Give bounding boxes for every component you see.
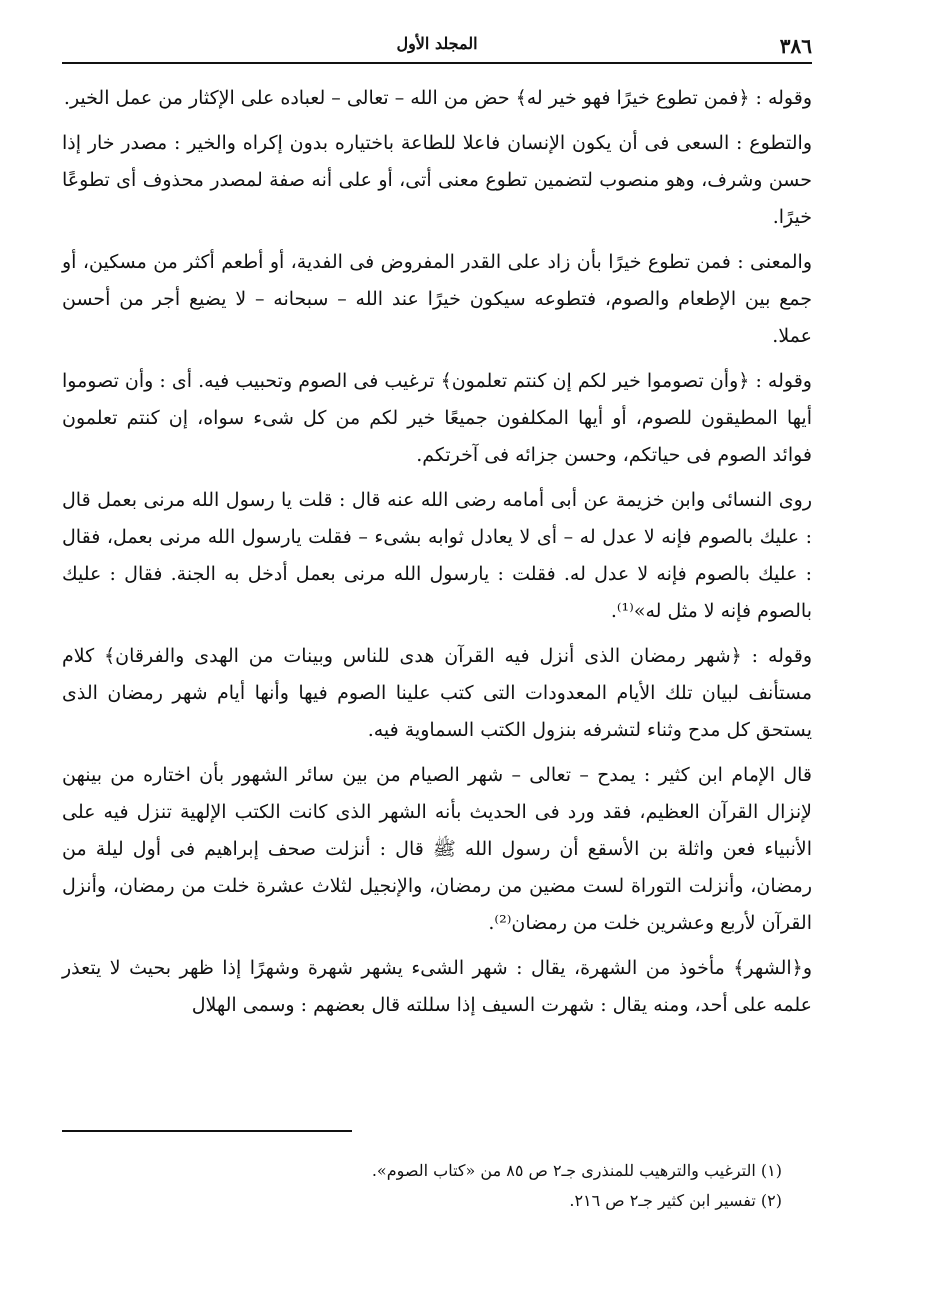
- footnote: (١) الترغيب والترهيب للمنذرى جـ٢ ص ٨٥ من «كتاب الصوم».: [371, 1161, 782, 1180]
- paragraph: وقوله : ﴿وأن تصوموا خير لكم إن كنتم تعلمون﴾ ترغيب فى الصوم وتحبيب فيه. أى : وأن تصوموا أيها المطيقون للصوم، أو أيها المكلفون جميعًا خير لكم من كل شىء سواه، إن كنتم تعلمون فوائد الصوم فى حياتكم، وحسن جزائه فى آخرتكم.: [62, 370, 812, 466]
- paragraph: والمعنى : فمن تطوع خيرًا بأن زاد على القدر المفروض فى الفدية، أو أطعم أكثر من مسكين، أو جمع بين الإطعام والصوم، فتطوعه سيكون خيرًا عند الله – سبحانه – لا يضيع أجر من أحسن عملا.: [62, 251, 812, 347]
- footnote: (٢) تفسير ابن كثير جـ٢ ص ٢١٦.: [569, 1191, 782, 1210]
- book-page: [62, 28, 812, 1288]
- running-title: المجلد الأول: [396, 34, 478, 53]
- paragraph: وقوله : ﴿فمن تطوع خيرًا فهو خير له﴾ حض من الله – تعالى – لعباده على الإكثار من عمل الخير.: [63, 87, 812, 109]
- paragraph: و﴿الشهر﴾ مأخوذ من الشهرة، يقال : شهر الشىء يشهر شهرة وشهرًا إذا ظهر بحيث لا يتعذر علمه على أحد، ومنه يقال : شهرت السيف إذا سللته قال بعضهم : وسمى الهلال: [62, 957, 812, 1016]
- paragraph: وقوله : ﴿شهر رمضان الذى أنزل فيه القرآن هدى للناس وبينات من الهدى والفرقان﴾ كلام مستأنف لبيان تلك الأيام المعدودات التى كتب علينا الصوم فيها وأنها أيام شهر رمضان الذى يستحق كل مدح وثناء لتشرفه بنزول الكتب السماوية فيه.: [62, 645, 812, 741]
- page-header: [62, 28, 812, 64]
- paragraph: روى النسائى وابن خزيمة عن أبى أمامه رضى الله عنه قال : قلت يا رسول الله مرنى بعمل قال : عليك بالصوم فإنه لا عدل له – أى لا يعادل ثوابه بشىء – فقلت يارسول الله مرنى بعمل، فقال : عليك بالصوم فإنه لا عدل له. فقلت : يارسول الله مرنى بعمل أدخل به الجنة. فقال : عليك بالصوم فإنه لا مثل له»⁽¹⁾.: [62, 489, 812, 622]
- page-number: ٣٨٦: [779, 34, 812, 58]
- footnotes: [62, 1156, 782, 1216]
- paragraph: قال الإمام ابن كثير : يمدح – تعالى – شهر الصيام من بين سائر الشهور بأن اختاره من بينهن لإنزال القرآن العظيم، فقد ورد فى الحديث بأنه الشهر الذى كانت الكتب الإلهية تنزل فيه على الأنبياء فعن واثلة بن الأسقع أن رسول الله ﷺ قال : أنزلت صحف إبراهيم فى أول ليلة من رمضان، وأنزلت التوراة لست مضين من رمضان، والإنجيل لثلاث عشرة خلت من رمضان، وأنزل القرآن لأربع وعشرين خلت من رمضان⁽²⁾.: [62, 764, 812, 934]
- footnote-divider: [62, 1130, 352, 1132]
- paragraph: والتطوع : السعى فى أن يكون الإنسان فاعلا للطاعة باختياره بدون إكراه والخير : مصدر خار إذا حسن وشرف، وهو منصوب لتضمين تطوع معنى أتى، أو على أنه صفة لمصدر محذوف أى تطوعًا خيرًا.: [62, 132, 812, 228]
- body-text: [62, 80, 812, 1032]
